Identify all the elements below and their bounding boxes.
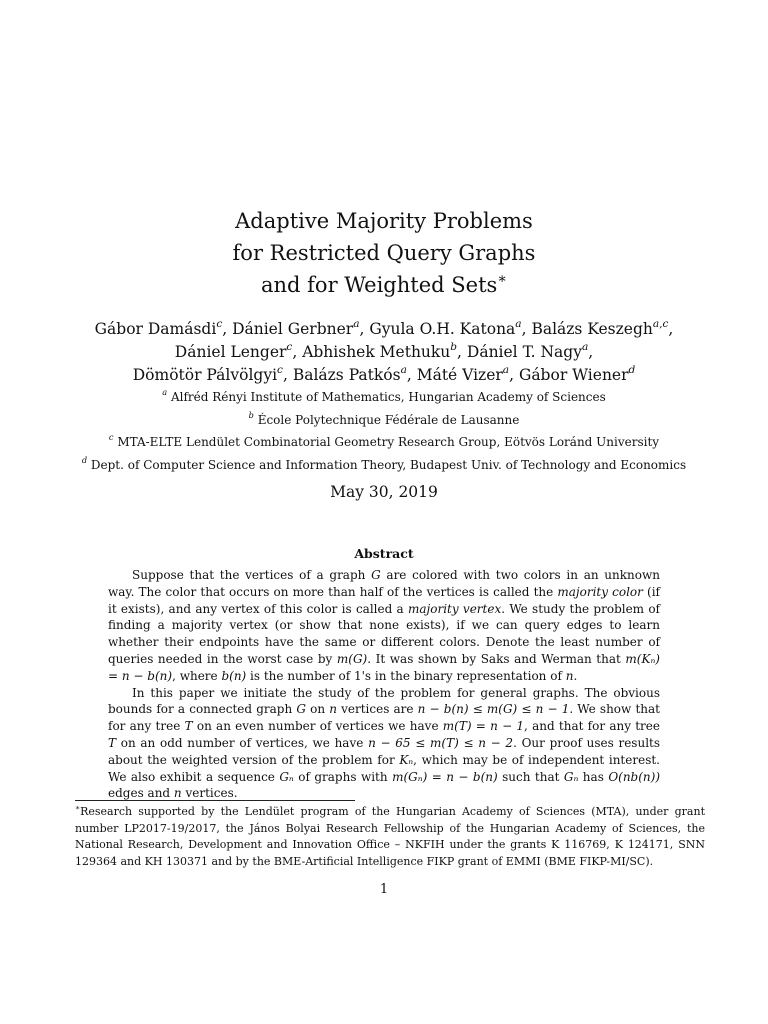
abstract-text: on: [305, 702, 330, 717]
math-text: m(G): [336, 651, 368, 666]
author-name: Máté Vizer: [416, 366, 503, 384]
abstract-text: , and that for any tree: [524, 719, 660, 734]
abstract-text: vertices are: [336, 702, 418, 717]
abstract-text: of graphs with: [293, 769, 393, 784]
affiliation-mark: c: [108, 432, 114, 443]
author-separator: ,: [668, 320, 674, 338]
abstract-text: .: [573, 668, 578, 683]
author-name: Dániel T. Nagy: [466, 343, 582, 361]
author-affiliation-mark: c: [286, 340, 293, 353]
math-text: Kₙ: [399, 752, 414, 767]
abstract-text: vertices.: [181, 786, 238, 801]
author-affiliation-mark: c: [277, 363, 283, 376]
math-text: m(Kₙ) = n − b(n): [108, 651, 660, 683]
affiliation-text: Alfréd Rényi Institute of Mathematics, Hungarian Academy of Sciences: [170, 390, 606, 404]
author-separator: ,: [509, 366, 519, 384]
author-separator: ,: [222, 320, 233, 338]
author-name: Balázs Keszegh: [531, 320, 653, 338]
footnote-mark: ∗: [75, 802, 81, 812]
abstract-text: Suppose that the vertices of a graph: [132, 568, 372, 582]
math-text: n: [329, 702, 337, 717]
paper-date: May 30, 2019: [330, 483, 438, 501]
affiliation-mark: d: [81, 454, 88, 465]
abstract-text: (if it exists), and any vertex of this color is called a: [108, 584, 660, 616]
abstract-text: . It was shown by Saks and Werman that: [367, 651, 626, 666]
abstract-text: . We study the problem of finding a majority vertex (or show that none exists), if we can query edges to learn whether their endpoints have the same or different colors. Denote the least number of queries needed in the worst case by: [108, 601, 661, 666]
author-affiliation-mark: c: [216, 317, 223, 330]
abstract-text: is the number of 1's in the binary representation of: [246, 668, 566, 683]
author-name: Gábor Damásdi: [94, 320, 217, 338]
math-text: m(T) = n − 1: [442, 719, 525, 734]
title-footnote-mark: ∗: [497, 270, 507, 287]
abstract-paragraph-1: [108, 567, 660, 685]
affiliation-mark: b: [248, 409, 254, 420]
math-text: O(nb(n)): [608, 769, 661, 784]
author-separator: ,: [282, 366, 293, 384]
author-affiliation-mark: a: [515, 317, 522, 330]
author-name: Dániel Gerbner: [232, 320, 354, 338]
author-separator: ,: [521, 320, 532, 338]
abstract-text: on an even number of vertices we have: [192, 719, 443, 734]
abstract-text: has: [578, 769, 609, 784]
author-separator: ,: [457, 343, 467, 361]
math-text: Gₙ: [563, 769, 579, 784]
math-text: n − b(n) ≤ m(G) ≤ n − 1: [417, 702, 570, 717]
author-separator: ,: [406, 366, 417, 384]
math-text: T: [108, 735, 117, 750]
abstract-paragraph-2: [108, 685, 660, 803]
author-name: Gábor Wiener: [518, 366, 629, 384]
author-affiliation-mark: a: [353, 317, 360, 330]
author-affiliation-mark: a: [400, 363, 407, 376]
math-text: majority color: [557, 584, 643, 599]
affiliation-text: MTA-ELTE Lendület Combinatorial Geometry Research Group, Eötvös Loránd University: [117, 435, 660, 449]
author-separator: ,: [588, 343, 594, 361]
author-affiliation-mark: d: [628, 363, 636, 376]
abstract-text: are colored with two colors in an unknown way. The color that occurs on more than half of the vertices is called the: [108, 568, 660, 599]
author-line: [0, 341, 768, 364]
math-text: G: [296, 702, 306, 717]
abstract-text: , where: [172, 668, 222, 683]
author-name: Balázs Patkós: [292, 366, 401, 384]
math-text: n − 65 ≤ m(T) ≤ n − 2: [368, 735, 514, 750]
title-line-3-text: and for Weighted Sets: [261, 273, 498, 297]
author-affiliation-mark: a: [502, 363, 510, 376]
math-text: n: [173, 786, 182, 801]
author-affiliation-mark: b: [450, 340, 458, 353]
abstract-text: . Our proof uses results about the weighted version of the problem for: [108, 735, 661, 767]
abstract-text: edges and: [108, 786, 174, 801]
title-line-1: Adaptive Majority Problems: [235, 209, 533, 233]
affiliation: [0, 409, 768, 432]
affiliation: [0, 386, 768, 409]
affiliation: [0, 454, 768, 477]
abstract-text: . We show that for any tree: [108, 702, 660, 734]
abstract-text: on an odd number of vertices, we have: [116, 735, 369, 750]
author-name: Dömötör Pálvölgyi: [132, 366, 278, 384]
abstract-heading: Abstract: [354, 546, 414, 561]
abstract-text: such that: [497, 769, 564, 784]
affiliation-list: [0, 386, 768, 476]
math-text: b(n): [221, 668, 247, 683]
title-line-2: for Restricted Query Graphs: [232, 241, 536, 265]
title-line-3: [0, 269, 768, 301]
math-text: Gₙ: [279, 769, 294, 784]
footnote-text: Research supported by the Lendület program of the Hungarian Academy of Sciences (MTA), under grant number LP2017-19/2017, the János Bolyai Research Fellowship of the Hungarian Academy of Sciences, the National Research, Development and Innovation Office – NKFIH under the grants K 116769, K 124171, SNN 129364 and KH 130371 and by the BME-Artificial Intelligence FIKP grant of EMMI (BME FIKP-MI/SC).: [75, 805, 705, 868]
author-name: Gyula O.H. Katona: [369, 320, 516, 338]
page-number: 1: [379, 882, 389, 897]
author-line: [0, 364, 768, 387]
affiliation: [0, 431, 768, 454]
abstract-text: In this paper we initiate the study of the problem for general graphs. The obvious bounds for a connected graph: [108, 685, 660, 717]
footnote-divider: [75, 800, 355, 801]
paper-title: [0, 205, 768, 301]
footnote: [75, 804, 705, 870]
author-name: Abhishek Methuku: [302, 343, 451, 361]
author-name: Dániel Lenger: [174, 343, 287, 361]
author-affiliation-mark: a,c: [652, 317, 669, 330]
abstract-body: [108, 567, 660, 802]
abstract-text: , which may be of independent interest. We also exhibit a sequence: [108, 752, 660, 784]
math-text: m(Gₙ) = n − b(n): [392, 769, 498, 784]
author-affiliation-mark: a: [581, 340, 589, 353]
affiliation-text: Dept. of Computer Science and Information Theory, Budapest Univ. of Technology and Economics: [90, 457, 687, 472]
affiliation-text: École Polytechnique Fédérale de Lausanne: [257, 412, 520, 427]
math-text: T: [184, 719, 193, 734]
author-line: [0, 318, 768, 341]
author-separator: ,: [359, 320, 370, 338]
affiliation-mark: a: [162, 387, 168, 398]
math-text: n: [565, 668, 574, 683]
author-separator: ,: [292, 343, 303, 361]
math-text: majority vertex: [407, 601, 502, 616]
math-text: G: [371, 568, 381, 582]
author-list: [0, 318, 768, 387]
